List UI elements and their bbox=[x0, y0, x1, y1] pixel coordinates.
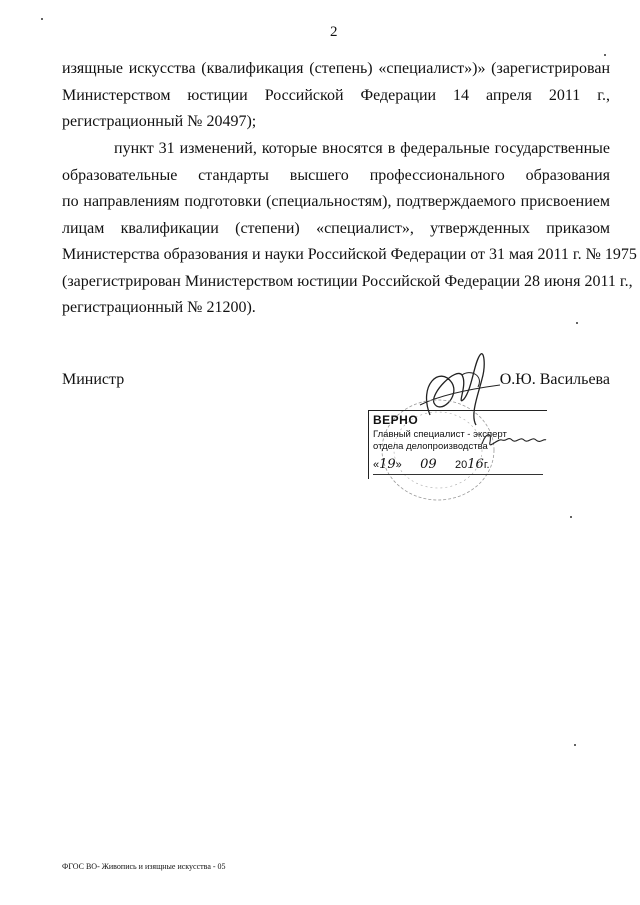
document-footer: ФГОС ВО- Живопись и изящные искусства - 05 bbox=[62, 862, 226, 871]
scan-speck bbox=[604, 54, 606, 56]
scan-speck bbox=[576, 322, 578, 324]
stamp-date: «19» 09 2016г. bbox=[373, 457, 490, 472]
paragraph-line: изящные искусства (квалификация (степень) «специалист»)» (зарегистрирован bbox=[62, 60, 610, 77]
stamp-underline bbox=[373, 474, 543, 475]
paragraph-line: пункт 31 изменений, которые вносятся в федеральные государственные bbox=[114, 140, 610, 157]
paragraph-2 bbox=[62, 136, 637, 322]
stamp-title: ВЕРНО bbox=[373, 413, 419, 427]
stamp-department: отдела делопроизводства bbox=[373, 441, 488, 452]
scan-speck bbox=[570, 516, 572, 518]
paragraph-line: регистрационный № 20497); bbox=[62, 113, 257, 130]
stamp-month: 09 bbox=[420, 457, 437, 472]
paragraph-line: Министерством юстиции Российской Федерации 14 апреля 2011 г., bbox=[62, 86, 610, 104]
stamp-signature bbox=[478, 428, 548, 452]
stamp-day: 19 bbox=[379, 457, 396, 472]
paragraph-line: (зарегистрирован Министерством юстиции Российской Федерации 28 июня 2011 г., bbox=[62, 272, 633, 290]
page-number: 2 bbox=[330, 24, 338, 40]
paragraph-1 bbox=[62, 56, 610, 136]
scan-speck bbox=[41, 18, 43, 20]
signatory-title: Министр bbox=[62, 371, 125, 388]
paragraph-line: лицам квалификации (степени) «специалист», утвержденных приказом bbox=[62, 219, 610, 237]
stamp-position: Главный специалист - эксперт bbox=[373, 429, 507, 440]
paragraph-line: регистрационный № 21200). bbox=[62, 299, 256, 316]
paragraph-line: Министерства образования и науки Российской Федерации от 31 мая 2011 г. № 1975 bbox=[62, 246, 637, 263]
stamp-year: 16 bbox=[467, 457, 484, 472]
paragraph-line: по направлениям подготовки (специальностям), подтверждаемого присвоением bbox=[62, 193, 610, 210]
scan-speck bbox=[574, 744, 576, 746]
signatory-name: О.Ю. Васильева bbox=[499, 371, 610, 388]
paragraph-line: образовательные стандарты высшего профессионального образования bbox=[62, 166, 610, 184]
